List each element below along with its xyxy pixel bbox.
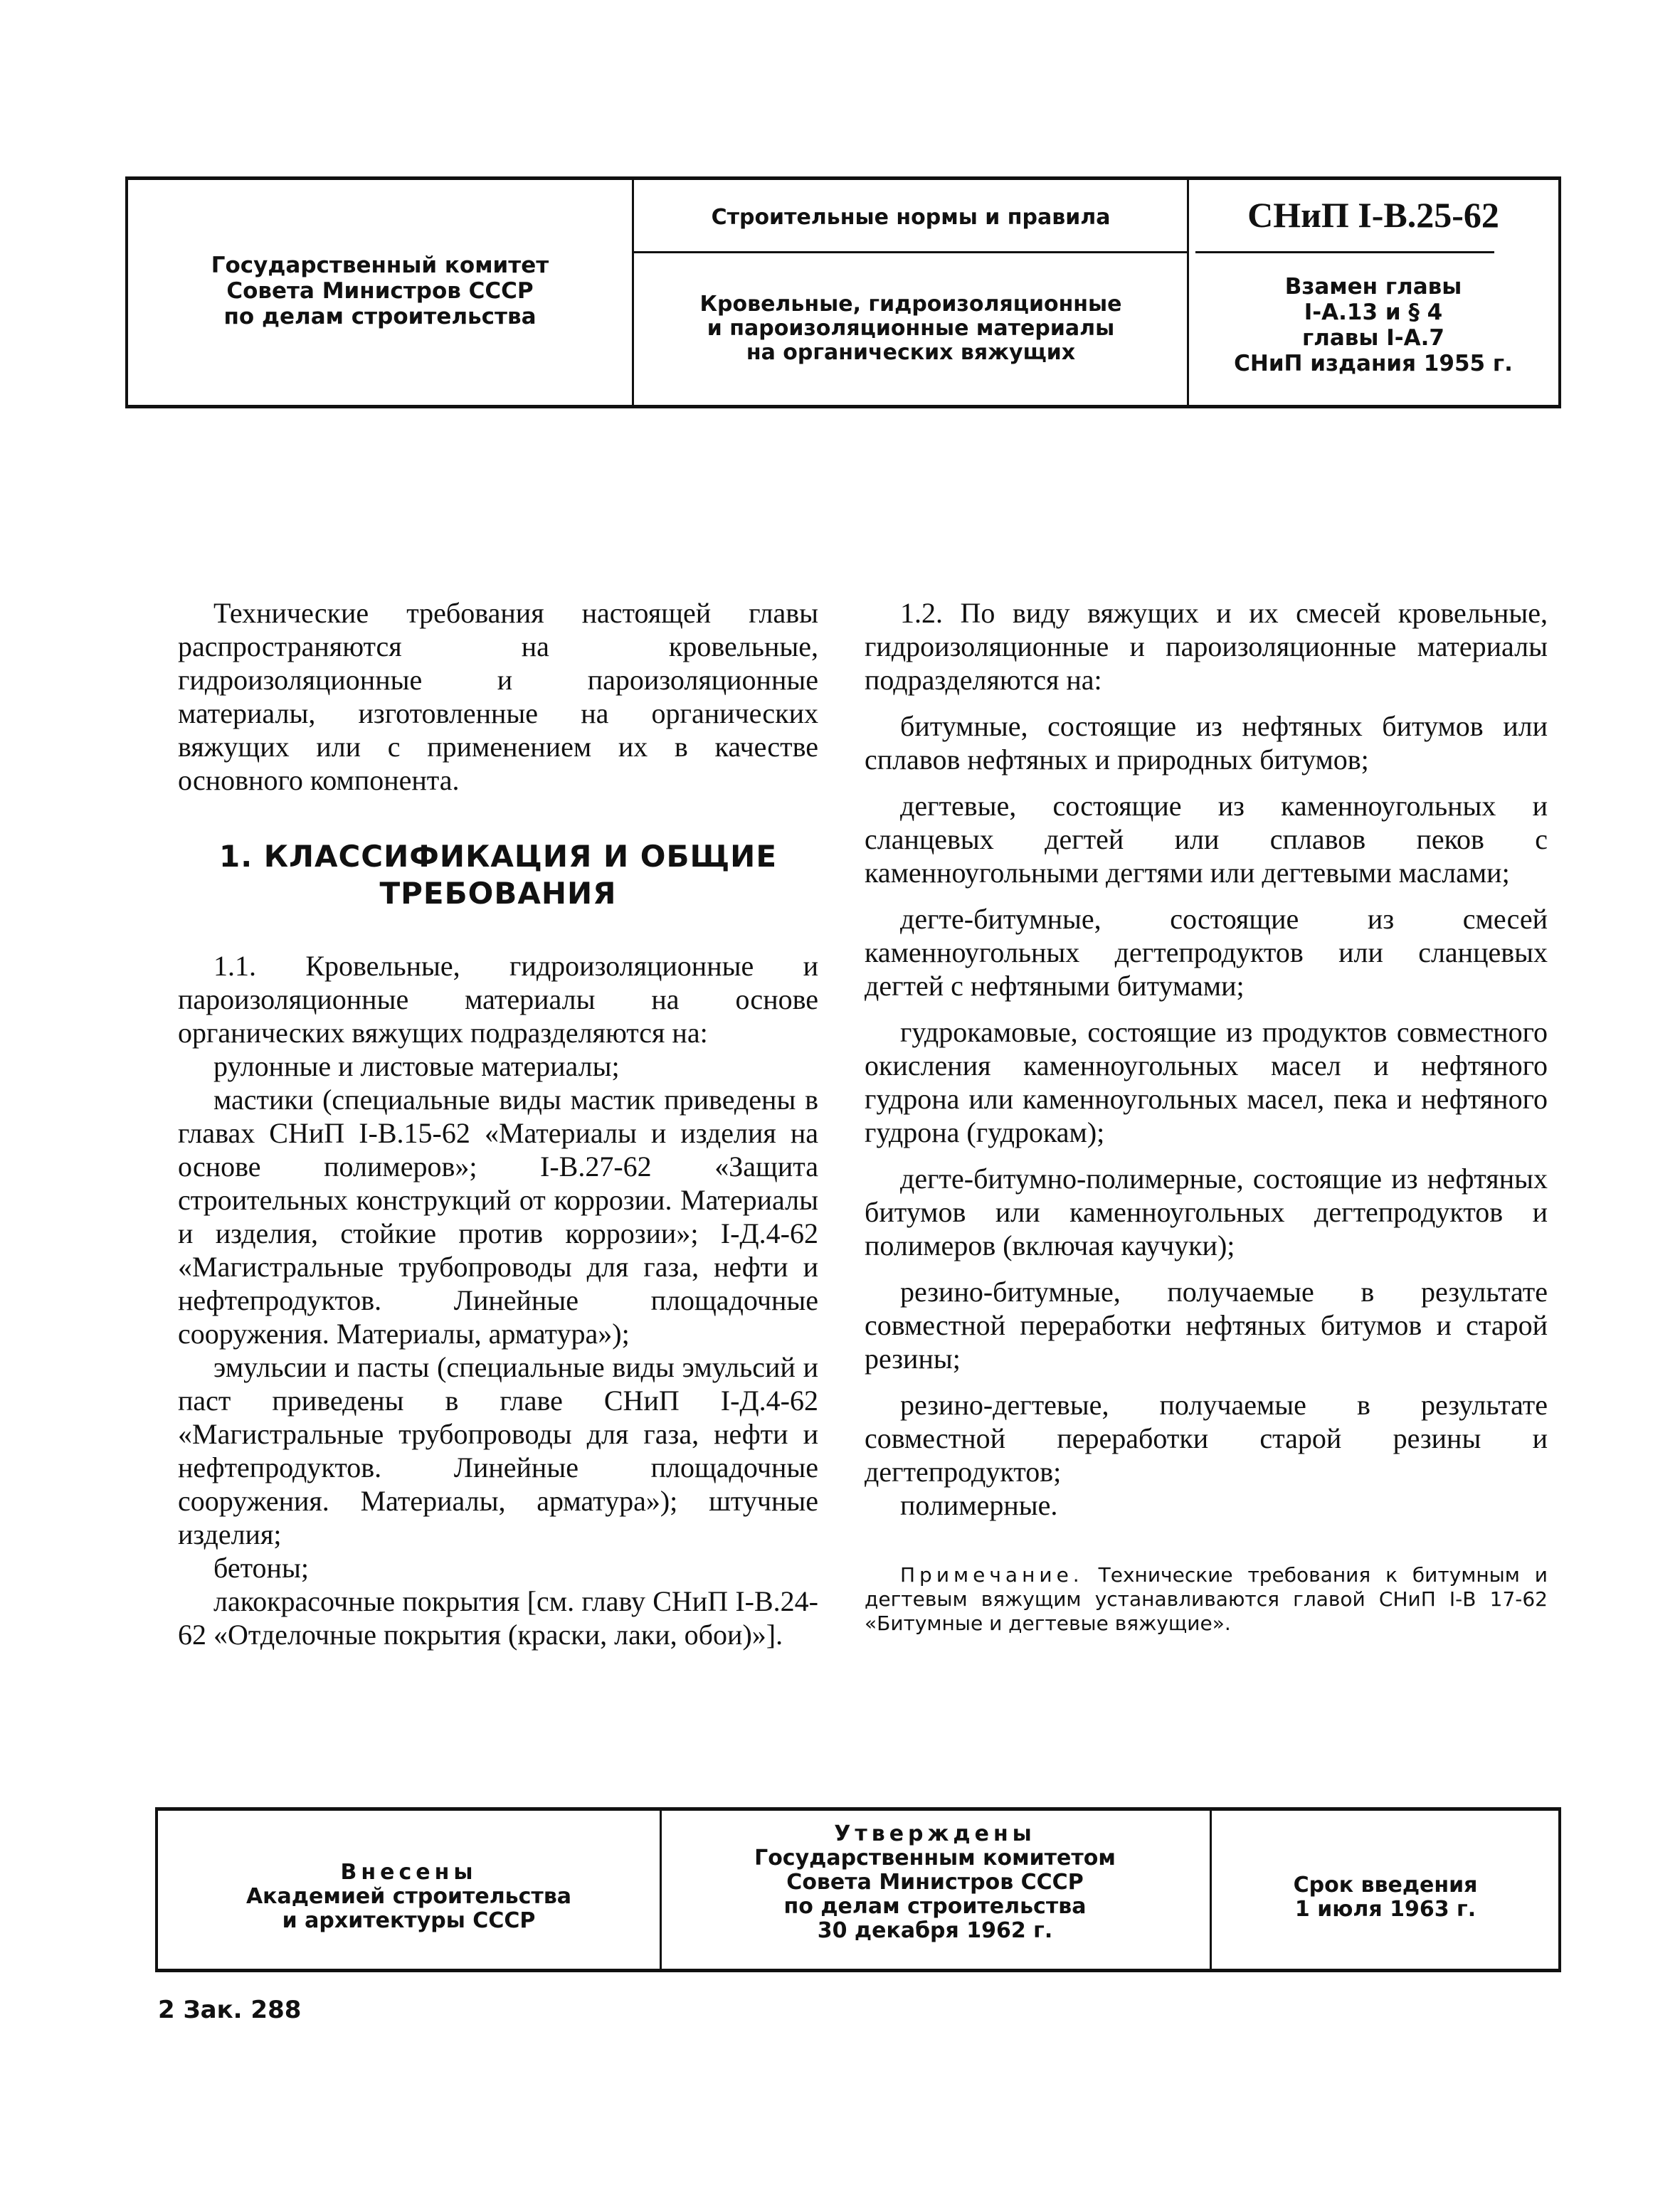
replaces-line: главы I-А.7 — [1301, 325, 1444, 351]
replaces-line: СНиП издания 1955 г. — [1234, 351, 1513, 376]
approved-by — [661, 1822, 1209, 1943]
list-item: дегте-битумно-полимерные, состоящие из нефтяных битумов или каменноугольных дегтепродуктов и полимеров (включая каучуки); — [865, 1163, 1548, 1261]
list-item: битумные, состоящие из нефтяных битумов или сплавов нефтяных и природных битумов; — [865, 710, 1548, 776]
divider — [633, 251, 1187, 253]
replaces-line: I-А.13 и § 4 — [1304, 300, 1443, 325]
replaces-note — [1188, 274, 1558, 376]
subject-line: на органических вяжущих — [746, 340, 1076, 365]
org-line: Совета Министров СССР — [226, 278, 534, 304]
approved-line: Государственным комитетом — [754, 1846, 1116, 1871]
right-column — [865, 596, 1548, 1636]
section-heading: 1. КЛАССИФИКАЦИЯ И ОБЩИЕ ТРЕБОВАНИЯ — [218, 839, 778, 911]
note-label: Примечание. — [900, 1563, 1084, 1587]
list-item: гудрокамовые, состоящие из продуктов совместного окисления каменноугольных масел и нефтяного гудрона или каменноугольных масел, пека и нефтяного гудрона (гудрокам); — [865, 1016, 1548, 1148]
submitted-label: Внесены — [340, 1860, 477, 1885]
effective-value: 1 июля 1963 г. — [1294, 1897, 1476, 1922]
org-line: по делам строительства — [223, 304, 537, 329]
intro-paragraph: Технические требования настоящей главы распространяются на кровельные, гидроизоляционные и пароизоляционные материалы, изготовленные на органических вяжущих или с применением их в качестве основного компонента. — [178, 597, 818, 796]
approved-line: по делам строительства — [783, 1894, 1087, 1919]
approved-label: Утверждены — [834, 1821, 1036, 1846]
clause-1-1: 1.1. Кровельные, гидроизоляционные и пароизоляционные материалы на основе органических вяжущих подразделяются на: — [178, 950, 818, 1049]
approved-line: Совета Министров СССР — [786, 1870, 1084, 1895]
effective-date — [1211, 1873, 1560, 1922]
org-line: Государственный комитет — [211, 253, 549, 278]
submitted-line: Академией строительства — [245, 1884, 572, 1909]
left-column — [178, 596, 818, 1651]
list-item: дегте-битумные, состоящие из смесей каменноугольных дегтепродуктов или сланцевых дегтей с нефтяными битумами; — [865, 903, 1548, 1002]
list-item: дегтевые, состоящие из каменноугольных и сланцевых дегтей или сплавов пеков с каменноугольными дегтями или дегтевыми маслами; — [865, 790, 1548, 889]
list-item: лакокрасочные покрытия [см. главу СНиП I-В.24-62 «Отделочные покрытия (краски, лаки, обои)»]. — [178, 1585, 818, 1651]
approved-line: 30 декабря 1962 г. — [817, 1918, 1053, 1943]
list-item: эмульсии и пасты (специальные виды эмульсий и паст приведены в главе СНиП I-Д.4-62 «Магистральные трубопроводы для газа, нефти и нефтепродуктов. Линейные площадочные сооружения. Материалы, арматура»); штучные изделия; — [178, 1351, 818, 1550]
list-item: рулонные и листовые материалы; — [213, 1050, 620, 1082]
subject-line: и пароизоляционные материалы — [707, 316, 1115, 341]
document-subject — [633, 292, 1188, 365]
list-item: резино-дегтевые, получаемые в результате совместной переработки старой резины и дегтепродуктов; — [865, 1389, 1548, 1488]
note-text: Технические требования к битумным и дегтевым вяжущим устанавливаются главой СНиП I-В 17-62 «Битумные и дегтевые вяжущие». — [865, 1563, 1548, 1635]
list-item: бетоны; — [213, 1552, 309, 1584]
subject-line: Кровельные, гидроизоляционные — [699, 292, 1122, 317]
effective-label: Срок введения — [1293, 1873, 1478, 1898]
replaces-line: Взамен главы — [1284, 274, 1462, 300]
divider — [1195, 251, 1494, 253]
list-item: мастики (специальные виды мастик приведены в главах СНиП I-В.15-62 «Материалы и изделия на основе полимеров»; I-В.27-62 «Защита строительных конструкций от коррозии. Материалы и изделия, стойкие против коррозии»; I-Д.4-62 «Магистральные трубопроводы для газа, нефти и нефтепродуктов. Линейные площадочные сооружения. Материалы, арматура»); — [178, 1084, 818, 1350]
footer-table — [155, 1807, 1561, 1972]
list-item: резино-битумные, получаемые в результате совместной переработки нефтяных битумов и старой резины; — [865, 1276, 1548, 1375]
document-code: СНиП I-В.25-62 — [1247, 195, 1499, 235]
submitted-line: и архитектуры СССР — [282, 1908, 536, 1933]
clause-1-2: 1.2. По виду вяжущих и их смесей кровельные, гидроизоляционные и пароизоляционные материалы подразделяются на: — [865, 597, 1548, 696]
document-series: Строительные нормы и правила — [711, 205, 1111, 230]
submitted-by — [158, 1861, 660, 1933]
list-item: полимерные. — [900, 1489, 1058, 1521]
note — [865, 1563, 1548, 1636]
issuing-organization — [128, 253, 632, 329]
header-table — [125, 176, 1561, 408]
order-number: 2 Зак. 288 — [158, 1996, 302, 2024]
